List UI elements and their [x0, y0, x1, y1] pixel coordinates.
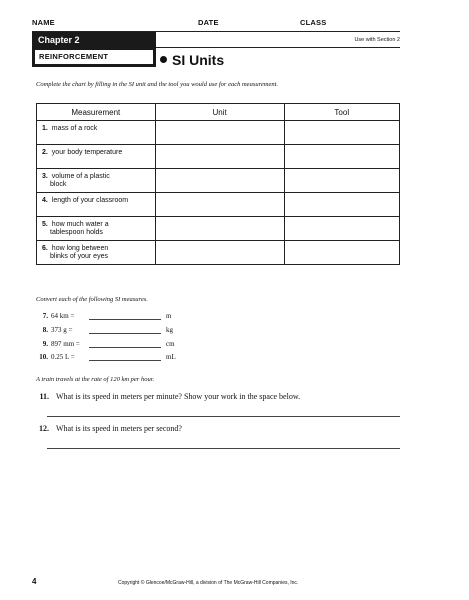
measurement-text: how much water a	[51, 221, 109, 228]
measurement-text-line2: block	[50, 181, 67, 188]
target-unit: mL	[166, 353, 176, 361]
question-number: 12.	[39, 424, 49, 433]
given-value: 0.25 L =	[51, 353, 75, 361]
chart-instructions: Complete the chart by filling in the SI unit and the tool you would use for each measurement.	[36, 81, 279, 88]
table-row	[37, 121, 400, 145]
conversion-item	[36, 340, 196, 350]
measurement-cell	[37, 121, 156, 145]
bullet-icon	[160, 56, 167, 63]
unit-answer-cell[interactable]	[155, 241, 284, 265]
item-number: 9.	[42, 340, 48, 348]
measurement-table	[36, 103, 400, 265]
row-number: 5.	[42, 221, 48, 228]
reinforcement-box	[32, 49, 156, 67]
question-number: 11.	[39, 392, 49, 401]
item-number: 10.	[39, 353, 48, 361]
tool-answer-cell[interactable]	[284, 121, 399, 145]
tool-answer-cell[interactable]	[284, 241, 399, 265]
question-text: What is its speed in meters per minute? Show your work in the space below.	[56, 392, 301, 401]
question-11	[36, 392, 300, 401]
table-header-row	[37, 104, 400, 121]
given-value: 64 km =	[51, 312, 75, 320]
measurement-text-line2: tablespoon holds	[50, 229, 103, 236]
table-row	[37, 193, 400, 217]
row-number: 6.	[42, 245, 48, 252]
use-with-note: Use with Section 2	[354, 37, 400, 43]
unit-answer-cell[interactable]	[155, 169, 284, 193]
page-number: 4	[32, 577, 37, 586]
conversion-item	[36, 312, 196, 322]
table-row	[37, 241, 400, 265]
unit-answer-cell[interactable]	[155, 121, 284, 145]
header-measurement: Measurement	[37, 104, 156, 121]
page-title-text: SI Units	[172, 52, 225, 68]
unit-answer-cell[interactable]	[155, 193, 284, 217]
header-tool: Tool	[284, 104, 399, 121]
measurement-text: length of your classroom	[51, 197, 129, 204]
answer-blank[interactable]	[89, 333, 161, 334]
measurement-cell	[37, 145, 156, 169]
measurement-cell	[37, 193, 156, 217]
measurement-cell	[37, 241, 156, 265]
answer-line[interactable]	[47, 416, 400, 417]
reinforcement-label: REINFORCEMENT	[35, 50, 153, 64]
tool-answer-cell[interactable]	[284, 169, 399, 193]
chapter-label: Chapter 2	[32, 32, 156, 49]
unit-answer-cell[interactable]	[155, 217, 284, 241]
row-number: 2.	[42, 149, 48, 156]
target-unit: kg	[166, 326, 173, 334]
class-label: CLASS	[300, 18, 327, 27]
tool-answer-cell[interactable]	[284, 193, 399, 217]
measurement-text-line2: blinks of your eyes	[50, 253, 108, 260]
row-number: 1.	[42, 125, 48, 132]
item-number: 8.	[42, 326, 48, 334]
conversion-item	[36, 353, 196, 363]
row-number: 4.	[42, 197, 48, 204]
measurement-text: mass of a rock	[51, 125, 98, 132]
tool-answer-cell[interactable]	[284, 145, 399, 169]
copyright-text: Copyright © Glencoe/McGraw-Hill, a division of The McGraw-Hill Companies, Inc.	[118, 580, 299, 586]
answer-blank[interactable]	[89, 319, 161, 320]
tool-answer-cell[interactable]	[284, 217, 399, 241]
measurement-text: how long between	[51, 245, 109, 252]
table-row	[37, 169, 400, 193]
question-text: What is its speed in meters per second?	[56, 424, 182, 433]
answer-blank[interactable]	[89, 360, 161, 361]
given-value: 897 mm =	[51, 340, 80, 348]
item-number: 7.	[42, 312, 48, 320]
measurement-text: volume of a plastic	[51, 173, 110, 180]
given-value: 373 g =	[51, 326, 73, 334]
measurement-cell	[37, 169, 156, 193]
chapter-rule	[156, 47, 400, 48]
table-row	[37, 217, 400, 241]
page-title	[160, 52, 224, 68]
name-label: NAME	[32, 18, 55, 27]
conversion-instructions: Convert each of the following SI measures.	[36, 296, 148, 303]
row-number: 3.	[42, 173, 48, 180]
measurement-text: your body temperature	[51, 149, 123, 156]
answer-blank[interactable]	[89, 347, 161, 348]
target-unit: m	[166, 312, 172, 320]
header-unit: Unit	[155, 104, 284, 121]
target-unit: cm	[166, 340, 175, 348]
date-label: DATE	[198, 18, 219, 27]
answer-line[interactable]	[47, 448, 400, 449]
unit-answer-cell[interactable]	[155, 145, 284, 169]
measurement-cell	[37, 217, 156, 241]
question-12	[36, 424, 182, 433]
problem-intro: A train travels at the rate of 120 km per hour.	[36, 376, 155, 383]
table-row	[37, 145, 400, 169]
conversion-item	[36, 326, 196, 336]
